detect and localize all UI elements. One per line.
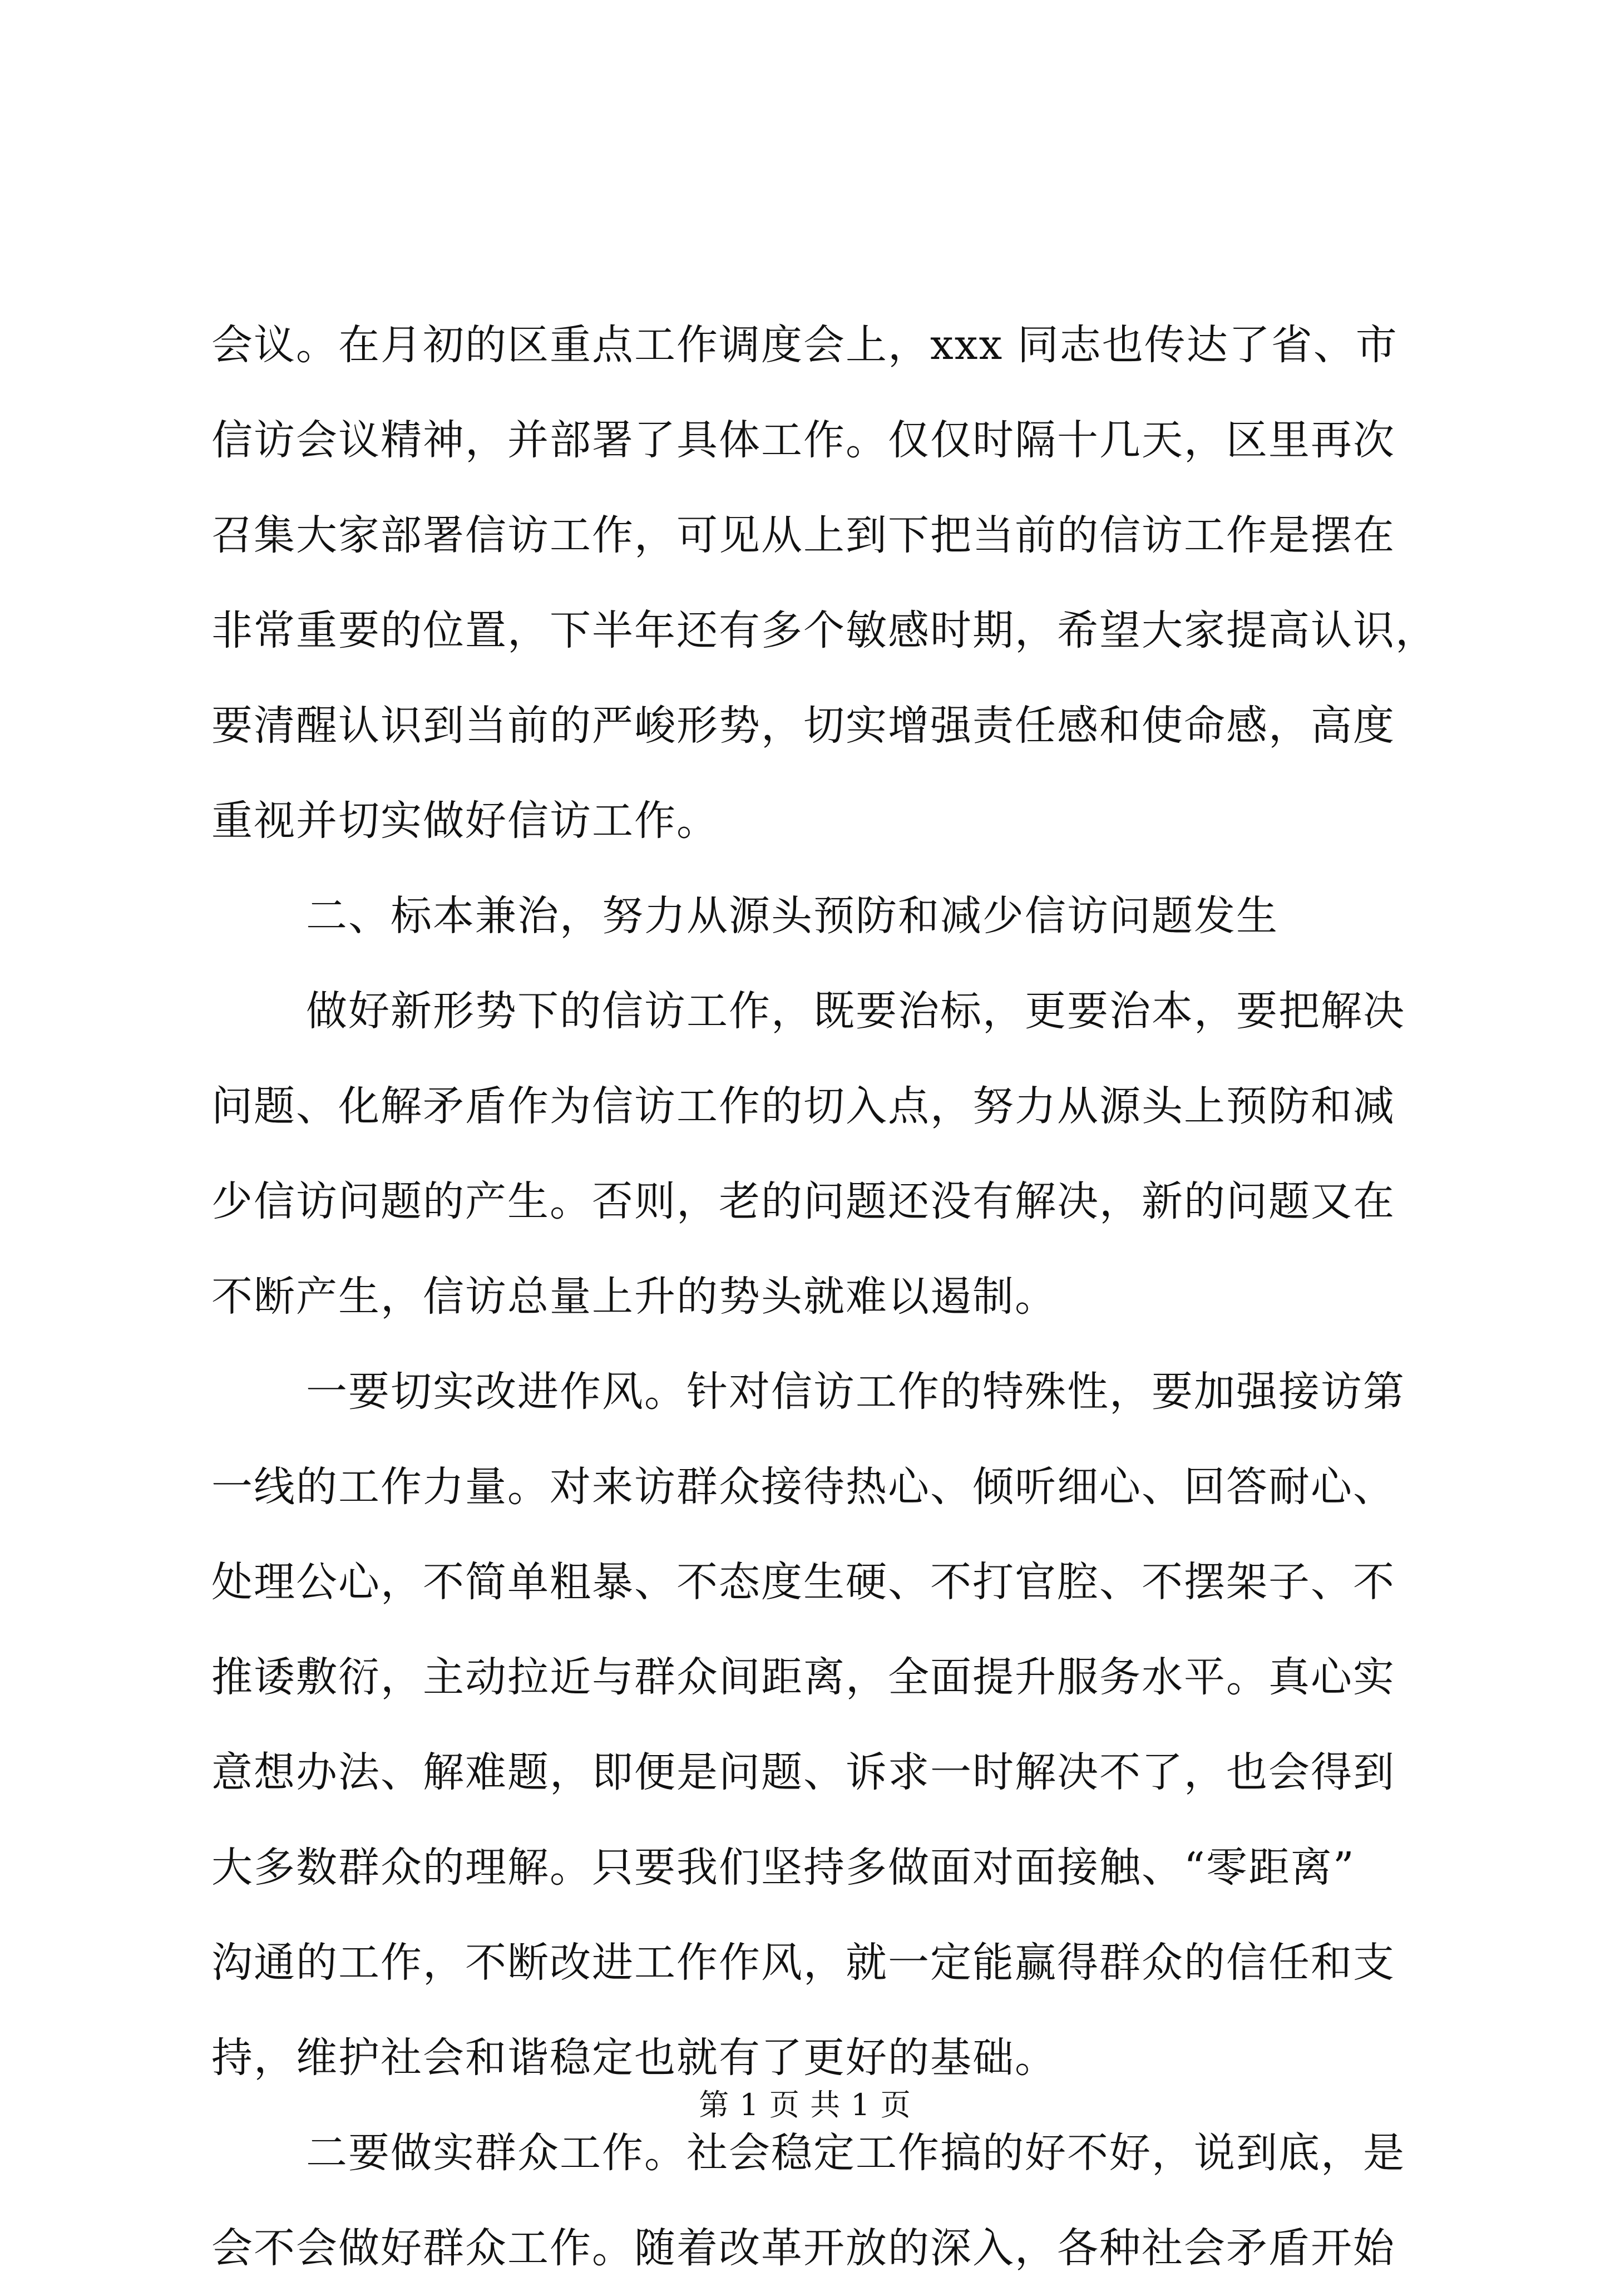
text-line: 会议。在月初的区重点工作调度会上，xxx 同志也传达了省、市 <box>211 321 1398 369</box>
text-line: 信访会议精神，并部署了具体工作。仅仅时隔十几天，区里再次 <box>211 416 1395 464</box>
text-line: 持，维护社会和谐稳定也就有了更好的基础。 <box>211 2034 1057 2082</box>
text-line: 一要切实改进作风。针对信访工作的特殊性，要加强接访第 <box>306 1368 1405 1416</box>
text-line: 推诿敷衍，主动拉近与群众间距离，全面提升服务水平。真心实 <box>211 1653 1395 1701</box>
text-line: 一线的工作力量。对来访群众接待热心、倾听细心、回答耐心、 <box>211 1463 1395 1511</box>
document-body <box>211 298 1438 2296</box>
text-line: 意想办法、解难题，即便是问题、诉求一时解决不了，也会得到 <box>211 1748 1395 1796</box>
text-line: 二要做实群众工作。社会稳定工作搞的好不好，说到底，是 <box>306 2129 1405 2177</box>
text-line: 大多数群众的理解。只要我们坚持多做面对面接触、“零距离” <box>211 1844 1355 1891</box>
text-line: 要清醒认识到当前的严峻形势，切实增强责任感和使命感，高度 <box>211 702 1395 750</box>
text-line: 少信访问题的产生。否则，老的问题还没有解决，新的问题又在 <box>211 1177 1395 1225</box>
text-line: 非常重要的位置，下半年还有多个敏感时期，希望大家提高认识， <box>211 607 1438 654</box>
text-line: 做好新形势下的信访工作，既要治标，更要治本，要把解决 <box>306 987 1405 1035</box>
text-line: 召集大家部署信访工作，可见从上到下把当前的信访工作是摆在 <box>211 511 1395 559</box>
text-line: 不断产生，信访总量上升的势头就难以遏制。 <box>211 1273 1057 1321</box>
text-line: 沟通的工作，不断改进工作作风，就一定能赢得群众的信任和支 <box>211 1939 1395 1987</box>
page-footer: 第 1 页 共 1 页 <box>699 2087 911 2122</box>
text-line: 问题、化解矛盾作为信访工作的切入点，努力从源头上预防和减 <box>211 1082 1395 1130</box>
text-line: 处理公心，不简单粗暴、不态度生硬、不打官腔、不摆架子、不 <box>211 1558 1395 1606</box>
text-line: 二、标本兼治，努力从源头预防和减少信访问题发生 <box>306 892 1278 940</box>
text-line: 重视并切实做好信访工作。 <box>211 797 719 845</box>
text-line: 会不会做好群众工作。随着改革开放的深入，各种社会矛盾开始 <box>211 2224 1395 2272</box>
